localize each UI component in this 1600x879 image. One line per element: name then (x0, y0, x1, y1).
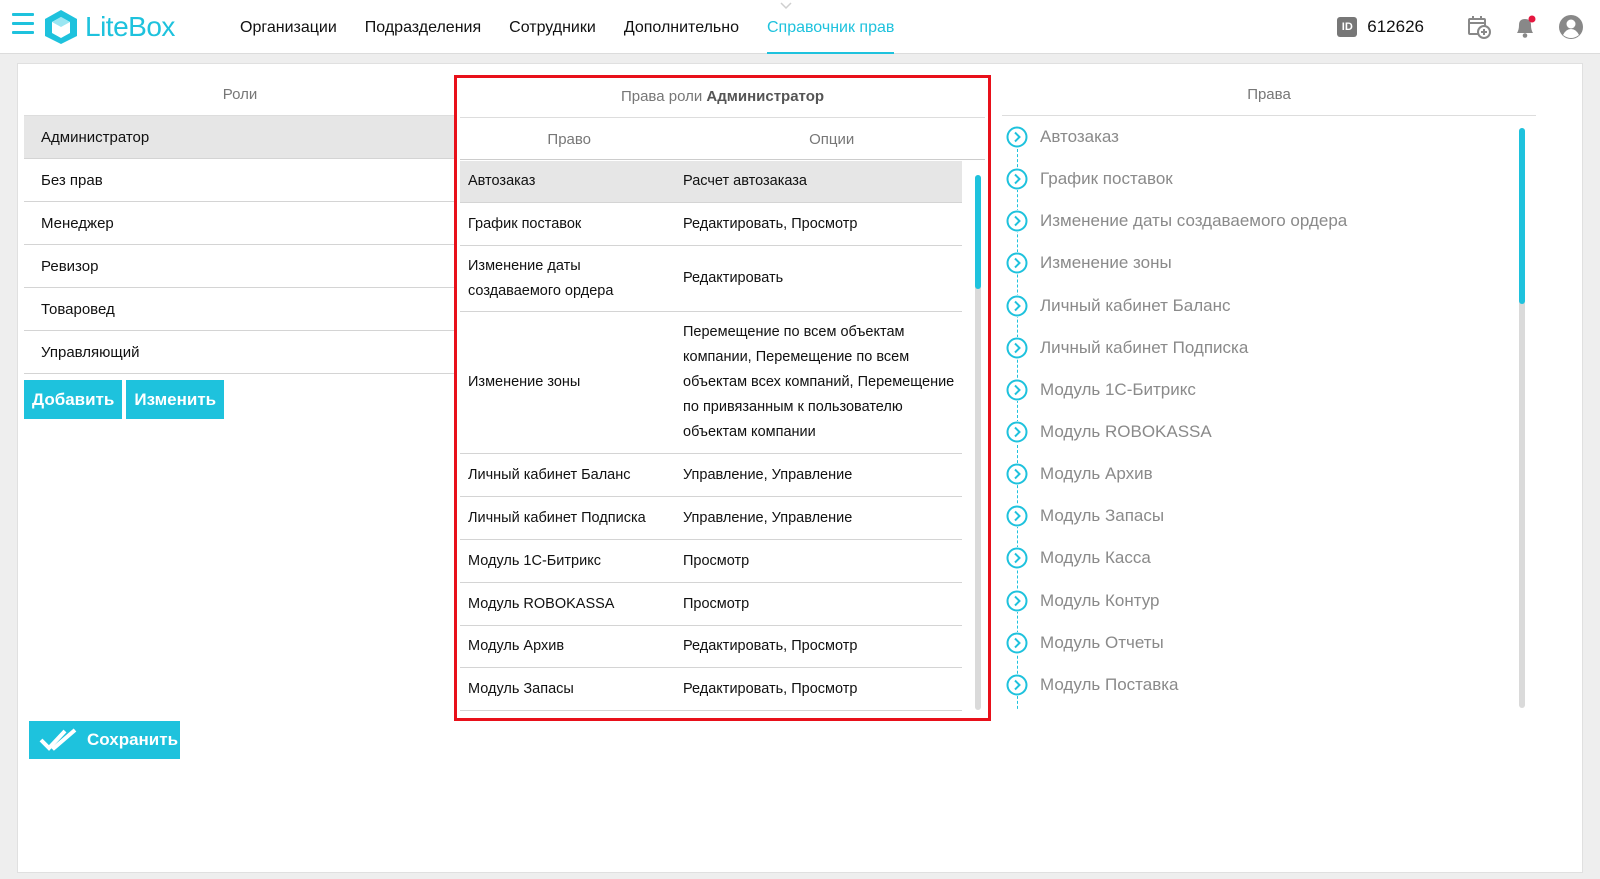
table-row[interactable] (460, 626, 962, 668)
account-id: 612626 (1367, 17, 1424, 36)
cell-right: Изменение даты создаваемого ордера (468, 257, 614, 299)
cell-options: Редактировать (683, 270, 784, 286)
column-header-right: Право (547, 131, 592, 148)
rights-tree-scrollbar-thumb[interactable] (1519, 128, 1525, 304)
role-item-director[interactable]: Управляющий (24, 331, 456, 374)
role-rights-panel (454, 75, 991, 721)
tree-item-label: Модуль 1С-Битрикс (1040, 379, 1196, 399)
tree-item-label: Автозаказ (1040, 127, 1119, 147)
tree-item[interactable] (1002, 242, 1536, 284)
cell-right: Автозаказ (468, 173, 536, 189)
litebox-logo[interactable] (44, 9, 175, 45)
tree-item-label: Личный кабинет Подписка (1040, 337, 1249, 357)
logo-cube-icon (44, 9, 78, 45)
chevron-right-circle-icon[interactable] (1006, 379, 1028, 401)
cell-options: Расчет автозаказа (683, 173, 807, 189)
tree-item-label: Личный кабинет Баланс (1040, 295, 1231, 315)
chevron-right-circle-icon[interactable] (1006, 547, 1028, 569)
cell-right: Модуль 1С-Битрикс (468, 552, 601, 569)
cell-right: График поставок (468, 215, 582, 232)
cell-options: Редактировать, Просмотр (683, 680, 858, 697)
table-row[interactable] (460, 246, 962, 312)
roles-panel (24, 64, 456, 419)
chevron-right-circle-icon[interactable] (1006, 126, 1028, 148)
cell-options: Редактировать, Просмотр (683, 638, 858, 654)
role-item-merchandiser[interactable]: Товаровед (24, 288, 456, 331)
nav-rights-reference[interactable]: Справочник прав (767, 0, 894, 54)
cell-options: Перемещение по всем объектам компании, Перемещение по всем объектам всех компаний, Перемещение по привязанным к пользователю объектам компании (683, 324, 955, 440)
tree-item-label: Модуль ROBOKASSA (1040, 422, 1212, 442)
chevron-right-circle-icon[interactable] (1006, 252, 1028, 274)
chevron-right-circle-icon[interactable] (1006, 463, 1028, 485)
tree-item-label: Изменение даты создаваемого ордера (1040, 211, 1348, 231)
nav-additional[interactable]: Дополнительно (623, 19, 739, 36)
rights-tree-scrollbar[interactable] (1519, 128, 1525, 708)
chevron-right-circle-icon[interactable] (1006, 505, 1028, 527)
save-button[interactable] (29, 721, 180, 759)
chevron-right-circle-icon[interactable] (1006, 674, 1028, 696)
cell-right: Модуль Запасы (468, 680, 574, 697)
nav-departments[interactable]: Подразделения (364, 19, 482, 36)
cell-right: Модуль Архив (468, 638, 565, 654)
table-row[interactable] (460, 540, 962, 583)
table-row[interactable] (460, 668, 962, 711)
roles-title: Роли (24, 64, 456, 116)
logo-text: LiteBox (85, 11, 175, 42)
nav-employees[interactable]: Сотрудники (509, 19, 596, 36)
tree-item-label: Модуль Отчеты (1040, 632, 1164, 652)
tree-item[interactable] (1002, 327, 1536, 369)
role-item-no-rights[interactable]: Без прав (24, 159, 456, 202)
calendar-add-icon[interactable] (1466, 14, 1492, 40)
chevron-right-circle-icon[interactable] (1006, 295, 1028, 317)
cell-options: Просмотр (683, 595, 750, 612)
bell-icon[interactable] (1512, 14, 1538, 40)
table-row[interactable] (460, 312, 962, 454)
add-role-button[interactable]: Добавить (24, 380, 122, 419)
table-row[interactable] (460, 583, 962, 626)
tree-item[interactable] (1002, 116, 1536, 158)
role-item-auditor[interactable]: Ревизор (24, 245, 456, 288)
chevron-right-circle-icon[interactable] (1006, 590, 1028, 612)
table-row[interactable] (460, 161, 962, 203)
role-rights-title-prefix: Права роли (620, 88, 703, 105)
tree-item-label: Модуль Запасы (1040, 506, 1165, 526)
top-navigation-bar (0, 0, 1600, 54)
tree-item[interactable] (1002, 369, 1536, 411)
tree-item[interactable] (1002, 411, 1536, 453)
rights-tree-title: Права (1002, 64, 1536, 116)
tree-item[interactable] (1002, 200, 1536, 242)
tree-item[interactable] (1002, 580, 1536, 622)
tree-item-label: Модуль Контур (1040, 590, 1160, 610)
tree-item-label: График поставок (1040, 169, 1173, 189)
tree-item[interactable] (1002, 664, 1536, 706)
column-header-options: Опции (809, 131, 855, 148)
edit-role-button[interactable]: Изменить (126, 380, 224, 419)
role-buttons (24, 380, 456, 419)
cell-right: Изменение зоны (468, 374, 581, 390)
rights-tree-list (1002, 116, 1536, 710)
hamburger-menu-icon[interactable] (12, 13, 34, 37)
role-rights-title (460, 78, 985, 118)
tree-item[interactable] (1002, 622, 1536, 664)
nav-organizations[interactable]: Организации (240, 19, 337, 36)
cell-right: Личный кабинет Подписка (468, 509, 646, 526)
user-icon[interactable] (1558, 14, 1584, 40)
role-rights-table-header (460, 118, 985, 160)
chevron-right-circle-icon[interactable] (1006, 210, 1028, 232)
tree-item[interactable] (1002, 453, 1536, 495)
cell-options: Редактировать, Просмотр (683, 215, 858, 232)
id-badge-icon: ID (1337, 17, 1357, 37)
table-row[interactable] (460, 203, 962, 246)
role-rights-title-role: Администратор (706, 88, 825, 105)
cell-right: Модуль ROBOKASSA (468, 595, 615, 612)
rights-tree-panel (1002, 64, 1536, 694)
tree-item[interactable] (1002, 537, 1536, 579)
chevron-right-circle-icon[interactable] (1006, 421, 1028, 443)
chevron-right-circle-icon[interactable] (1006, 632, 1028, 654)
tree-item-label: Модуль Касса (1040, 548, 1151, 568)
tree-item-label: Модуль Поставка (1040, 674, 1179, 694)
chevron-down-icon[interactable] (780, 2, 792, 10)
tree-item-label: Изменение зоны (1040, 253, 1172, 273)
double-check-icon (39, 727, 79, 753)
main-card (17, 63, 1583, 873)
cell-right: Личный кабинет Баланс (468, 466, 631, 483)
role-item-administrator[interactable]: Администратор (24, 116, 456, 159)
save-label: Сохранить (87, 730, 179, 749)
role-rights-scrollbar[interactable] (975, 175, 981, 710)
tree-item[interactable] (1002, 495, 1536, 537)
chevron-right-circle-icon[interactable] (1006, 168, 1028, 190)
table-row[interactable] (460, 454, 962, 497)
role-rights-table-body (460, 161, 962, 711)
cell-options: Управление, Управление (683, 466, 853, 483)
cell-options: Просмотр (683, 552, 750, 569)
cell-options: Управление, Управление (683, 509, 853, 526)
table-row[interactable] (460, 497, 962, 540)
tree-item[interactable] (1002, 285, 1536, 327)
main-nav (240, 0, 922, 54)
role-item-manager[interactable]: Менеджер (24, 202, 456, 245)
role-rights-scrollbar-thumb[interactable] (975, 175, 981, 289)
tree-item[interactable] (1002, 158, 1536, 200)
header-right-area (1337, 0, 1584, 54)
tree-item-label: Модуль Архив (1040, 464, 1153, 484)
chevron-right-circle-icon[interactable] (1006, 337, 1028, 359)
